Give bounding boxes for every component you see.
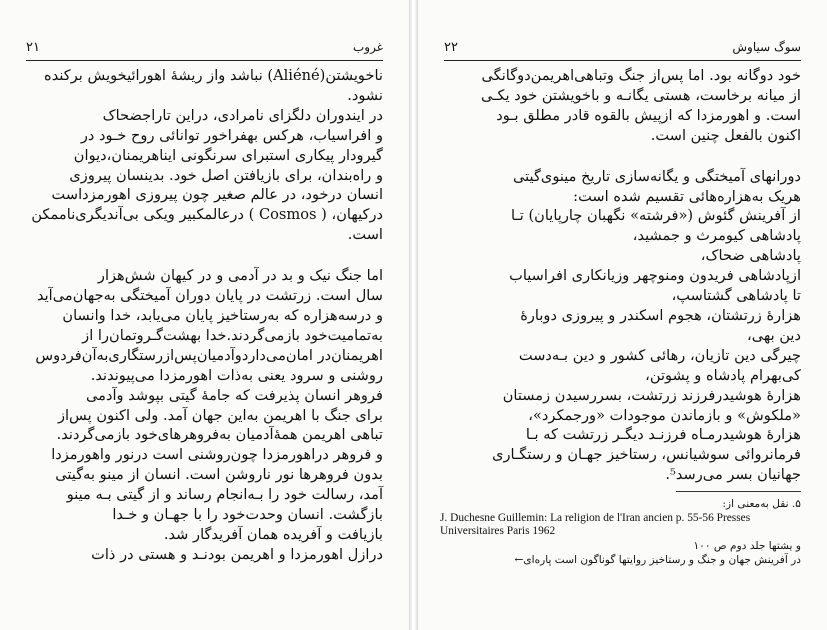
text-line: است. و اهورمزدا که ازپیش بالقوه قادر مطلق بـود [496, 106, 801, 124]
text-line: روشنی و سرود یعنی به‌ذات اهورمزدا می‌پیوندند. [90, 366, 383, 384]
text-line: است. [347, 226, 383, 244]
text-line: از آفرینش گئوش («فرشته» نگهبان چارپایان) تـا [511, 207, 801, 225]
footnote-rule [676, 491, 801, 492]
footnote-5-intro: ۵. نقل به‌معنی از: [722, 498, 801, 510]
book-gutter [409, 0, 418, 630]
text-line: و فروهر در‌اهورمزدا چون‌روشنی است درنور واهورمزدا [51, 446, 383, 464]
paragraph-gap [26, 245, 383, 266]
text-line: بازیافت و آفریده همان آفریدگار شد. [163, 525, 383, 543]
text-line: فروهر انسان پذیرفت که جامهٔ گیتی بپوشد و‌آدمی [85, 386, 383, 404]
text-line: پادشاهی ضحاک، [700, 247, 801, 265]
right-running-head: سوگ سیاوش [732, 40, 801, 54]
text-line: گیرودار پیکاری استبرای سرنگونی اینا‌هریمنان،دیوان [73, 146, 383, 164]
text-line: هزارهٔ هوشیدرمـاه فرزنـد دیگـر زرتشت که بـا [525, 426, 801, 444]
right-page [418, 0, 827, 630]
text-line: از میانه برخاست، هستی یگانـه و با‌خویشتن خود یکـی [481, 86, 801, 104]
text-line: و راه‌بندان، برای بازیافتن اصل خود. بدینسان پیروزی [69, 166, 383, 184]
text-line: فرمانروائی سوشیانس، رستاخیز جهـان و رستگـاری [492, 446, 801, 464]
text-line: پادشاهی کیومرث و جمشید، [632, 227, 801, 245]
text-line: به‌تمامیت‌خود بازمی‌گردند.خدا بهشت‌گـرو‌تمان‌را از [82, 326, 383, 344]
text-line: دین بهی، [747, 326, 801, 344]
text-line: اکنون بالفعل چنین است. [650, 126, 801, 144]
text-line: و درسه‌هزاره که به‌رستاخیز پایان می‌یابد، خدا وانسان [62, 306, 383, 324]
text-line: تباهی اهریمن همهٔ‌آدمیان به‌فروهرهای‌خود بازمی‌گردند. [56, 426, 383, 444]
text-line: چیرگی دین تازیان، رهائی کشور و دین بـه‌دست [518, 346, 801, 364]
footnote-5-yashts: و یشتها جلد دوم ص ۱۰۰ [693, 539, 801, 552]
text-line: سال است. زرتشت در پایان دوران آمیختگی به‌جهان‌می‌آید [36, 287, 383, 305]
text-line: ناخویشتن(Aliéné) نباشد واز ریشهٔ اهورائیخویش برکنده [44, 67, 383, 84]
text-line: و افراسیاب، هرکس بهفراخور توانائی روح خـود در [80, 126, 383, 144]
left-running-head: غروب [353, 40, 383, 54]
text-line: درکیهان، ( Cosmos ) درعالمکبیر ویکی بی‌آندیگری‌ناممکن [31, 206, 383, 224]
left-page [0, 0, 409, 630]
right-page-body [444, 66, 801, 485]
text-line: دورانهای آمیختگی و یگانه‌سازی تاریخ مینوی‌گیتی [512, 167, 801, 185]
text-line: اهریمنان‌در امان‌می‌داردو‌آدمیان‌پس‌از‌رستگاری‌به‌آن‌فردوس [35, 346, 383, 364]
text-line: خود دوگانه بود. اما پس‌از جنگ وتباهی‌اهریمن‌دوگانگی [481, 67, 801, 84]
text-line: جهانیان بسر می‌رسد⁵. [665, 466, 801, 484]
footnote-5-citation: J. Duchesne Guillemin: La religion de l'Iran ancien p. 55-56 Presses Universitaires Paris 1962 [440, 511, 751, 538]
text-line: برای جنگ با اهریمن به‌این جهان آمد. ولی اکنون پس‌از [57, 406, 383, 424]
text-line: بازگشت. انسان وحدت‌خود را با جهـان و خـدا [112, 506, 383, 524]
left-page-header [26, 40, 383, 58]
text-line: «ملکوش» و بازماندن موجودات «ورجمکرد»، [528, 406, 801, 424]
left-page-number: ۲۱ [26, 40, 40, 55]
footnote-5-continuation: در آفرینش جهان و جنگ و رستاخیز روایتها گوناگون است پاره‌ای← [514, 554, 801, 567]
text-line: ازپادشاهی فریدون ومنوچهر وزیانکاری افراسیاب [509, 267, 801, 285]
right-page-number: ۲۲ [444, 40, 458, 55]
text-line: اما جنگ نیک و بد در آدمی و در کیهان شش‌هزار [97, 267, 383, 285]
text-line: هزارهٔ هوشیدرفرزند زرتشت، بسررسیدن زمستان [502, 386, 801, 404]
text-line: در ایندوران دلگزای نامرادی، دراین تاراجضحاک [102, 106, 383, 124]
text-line: آمد، رسالت خود را بـه‌انجام رساند و از گیتی بـه مینو [66, 486, 383, 504]
text-line: تا پادشاهی گشتاسپ، [671, 287, 801, 305]
text-line: درازل اهورمزدا و اهریمن بودنـد و هستی در ذات [91, 545, 383, 563]
text-line: هریک به‌هزاره‌هائی تقسیم شده است: [573, 187, 801, 205]
right-page-header [444, 40, 801, 58]
text-line: هزارهٔ زرتشتان، هجوم اسکندر و پیروزی دوبارهٔ [520, 306, 801, 324]
left-header-rule [26, 60, 383, 61]
text-line: بدون فروهرها نور نارو‌شن است. انسان از مینو به‌گیتی [55, 466, 383, 484]
text-line: نشود. [347, 86, 383, 104]
left-page-body [26, 66, 383, 565]
right-header-rule [444, 60, 801, 61]
paragraph-gap [444, 146, 801, 167]
text-line: کی‌بهرام پادشاه و پشوتن، [645, 366, 801, 384]
text-line: انسان درخود، در عالم صغیر چون پیروزی اهورمزداست [51, 186, 383, 204]
footnotes [440, 497, 801, 568]
